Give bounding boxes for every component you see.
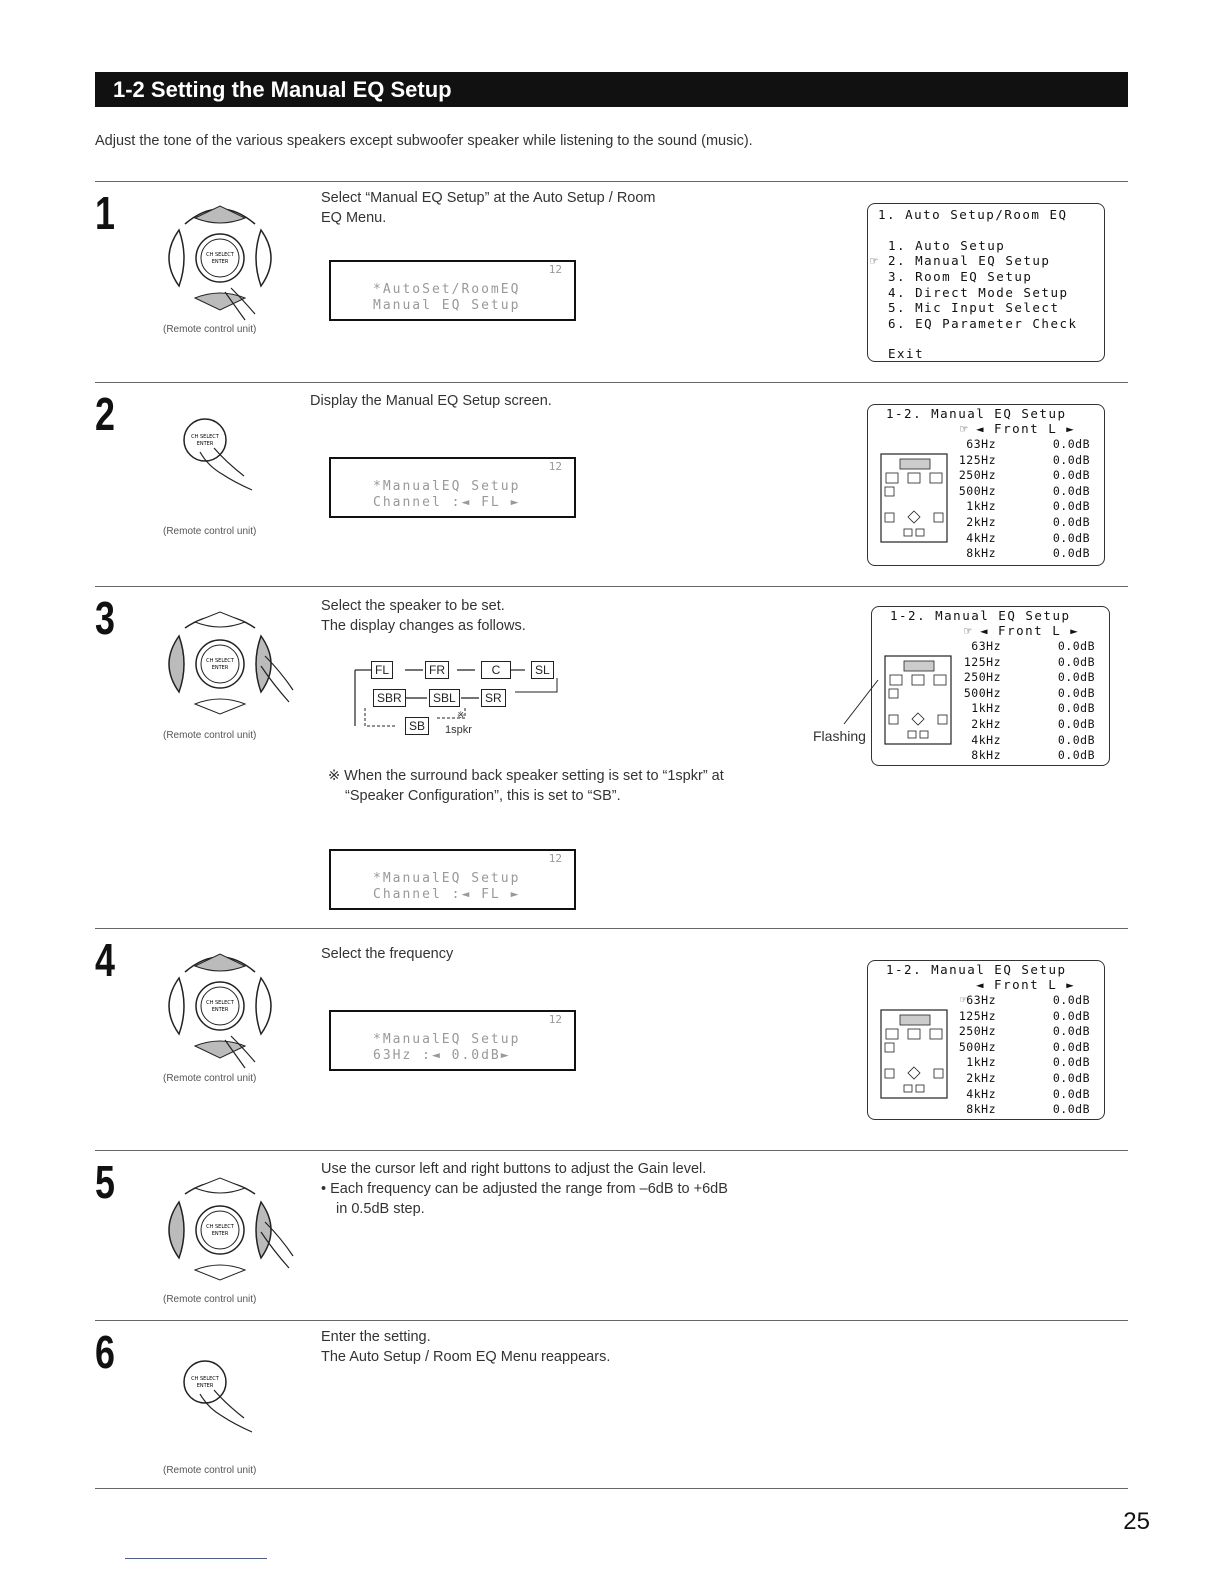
eq-frequency: 500Hz [963,685,1001,700]
osd-title: 1-2. Manual EQ Setup [886,406,1067,421]
button-label: ENTER [211,1231,229,1237]
step-4-text [321,944,453,964]
footer-line [125,1558,267,1559]
flashing-label: Flashing [813,728,866,744]
display-line-2: Channel :◄ FL ► [373,495,521,510]
text-line: ※ When the surround back speaker setting is set to “1spkr” at [328,768,724,784]
divider [95,928,1128,929]
front-panel-display [329,457,576,518]
eq-gain: 0.0dB [1052,1071,1090,1085]
eq-frequency: 1kHz [966,499,996,514]
eq-gain: 0.0dB [1052,483,1090,498]
eq-gain: 0.0dB [1052,1039,1090,1054]
eq-gain: 0.0dB [1057,639,1095,653]
osd-menu-item: 4. Direct Mode Setup [888,285,1069,300]
eq-frequency: 2kHz [971,717,1001,731]
button-label: CH SELECT [206,1224,234,1230]
channel-c: C [481,661,511,679]
osd-title: 1-2. Manual EQ Setup [886,962,1067,977]
note-mark: ※ [457,710,465,720]
speaker-layout-icon [880,453,950,543]
eq-gain: 0.0dB [1057,748,1095,763]
step-5-text [321,1159,728,1219]
eq-gain: 0.0dB [1052,530,1090,545]
remote-enter-button-icon [178,1360,258,1440]
display-line-2: Manual EQ Setup [373,298,521,313]
osd-channel: ◄ Front L ► [980,623,1080,638]
channel-sbr: SBR [373,689,406,707]
step-number: 5 [95,1156,115,1208]
page-number: 25 [1123,1508,1150,1535]
text-line: Select the speaker to be set. [321,598,505,614]
osd-manual-eq-setup [867,960,1105,1120]
text-line: “Speaker Configuration”, this is set to “SB”. [345,788,621,804]
osd-title: 1-2. Manual EQ Setup [890,608,1071,623]
eq-gain: 0.0dB [1057,670,1095,685]
display-line-2: 63Hz :◄ 0.0dB► [373,1048,511,1063]
remote-label: (Remote control unit) [163,730,257,741]
eq-gain: 0.0dB [1052,515,1090,529]
step-number: 3 [95,592,115,644]
eq-frequency: 63Hz [966,437,996,451]
eq-gain: 0.0dB [1052,546,1090,561]
button-label: ENTER [211,1007,229,1013]
step-3-note [328,766,724,806]
eq-gain: 0.0dB [1057,717,1095,731]
remote-enter-button-icon [178,418,258,498]
button-label: CH SELECT [206,252,234,258]
step-3-text [321,596,526,636]
display-line-2: Channel :◄ FL ► [373,887,521,902]
display-line-1: *ManualEQ Setup [373,871,521,886]
speaker-layout-icon [880,1009,950,1099]
eq-frequency: 4kHz [966,1086,996,1101]
channel-flow-diagram [345,656,585,746]
pointer-hand-icon: ☞ [960,421,970,436]
spkr-label: 1spkr [445,724,472,736]
channel-sl: SL [531,661,554,679]
display-corner-mark: 12 [548,1013,562,1026]
button-label: CH SELECT [191,1376,219,1382]
eq-gain: 0.0dB [1057,685,1095,700]
button-label: CH SELECT [191,434,219,440]
eq-gain: 0.0dB [1057,701,1095,716]
osd-menu-item: 2. Manual EQ Setup [888,253,1051,268]
text-line: The display changes as follows. [321,618,526,634]
display-line-1: *ManualEQ Setup [373,1032,521,1047]
eq-frequency: 500Hz [958,1039,996,1054]
display-line-1: *AutoSet/RoomEQ [373,282,521,297]
intro-text: Adjust the tone of the various speakers except subwoofer speaker while listening to the sound (music). [95,133,753,149]
remote-label: (Remote control unit) [163,1465,257,1476]
step-6-text [321,1327,610,1367]
text-line: Use the cursor left and right buttons to adjust the Gain level. [321,1161,707,1177]
eq-gain: 0.0dB [1052,437,1090,451]
osd-exit-item: Exit [888,346,925,361]
flashing-pointer-line [840,676,880,726]
button-label: CH SELECT [206,658,234,664]
osd-manual-eq-setup [871,606,1110,766]
text-line: Select the frequency [321,946,454,962]
eq-gain: 0.0dB [1052,1008,1090,1023]
channel-fr: FR [425,661,449,679]
eq-frequency: 125Hz [958,452,996,467]
step-number: 2 [95,388,115,440]
eq-frequency: 500Hz [958,483,996,498]
remote-label: (Remote control unit) [163,526,257,537]
eq-gain: 0.0dB [1052,1055,1090,1070]
osd-channel: ◄ Front L ► [976,977,1076,992]
channel-sb: SB [405,717,429,735]
section-title: 1-2 Setting the Manual EQ Setup [113,77,452,102]
display-corner-mark: 12 [548,852,562,865]
eq-gain: 0.0dB [1052,452,1090,467]
eq-frequency: 250Hz [958,468,996,483]
button-label: ENTER [211,259,229,265]
pointer-hand-icon: ☞ [870,253,880,268]
eq-frequency: 8kHz [966,546,996,561]
eq-frequency: 8kHz [971,748,1001,763]
eq-frequency: 8kHz [966,1102,996,1117]
button-label: CH SELECT [206,1000,234,1006]
osd-auto-setup-menu [867,203,1105,362]
section-header [95,72,1128,107]
eq-frequency: 1kHz [971,701,1001,716]
eq-gain: 0.0dB [1052,993,1090,1007]
step-2-text [310,391,552,411]
eq-frequency: 250Hz [958,1024,996,1039]
eq-frequency: 2kHz [966,1071,996,1085]
eq-frequency: 125Hz [963,654,1001,669]
osd-menu-item: 3. Room EQ Setup [888,269,1033,284]
text-line: Select “Manual EQ Setup” at the Auto Setup / Room [321,190,656,206]
eq-frequency: 1kHz [966,1055,996,1070]
divider [95,1488,1128,1489]
step-number: 1 [95,187,115,239]
front-panel-display [329,849,576,910]
eq-frequency: 125Hz [958,1008,996,1023]
text-line: EQ Menu. [321,210,387,226]
front-panel-display [329,1010,576,1071]
eq-frequency: 63Hz [966,993,996,1007]
remote-cursor-pad-icon [165,1172,295,1287]
eq-gain: 0.0dB [1052,1102,1090,1117]
divider [95,181,1128,182]
divider [95,382,1128,383]
divider [95,1320,1128,1321]
button-label: ENTER [196,1383,214,1389]
step-number: 6 [95,1326,115,1378]
text-line: in 0.5dB step. [336,1201,425,1217]
remote-cursor-pad-icon [165,944,275,1074]
channel-sbl: SBL [429,689,460,707]
speaker-layout-icon [884,655,954,745]
eq-gain: 0.0dB [1052,499,1090,514]
text-line: The Auto Setup / Room EQ Menu reappears. [321,1349,611,1365]
remote-label: (Remote control unit) [163,1294,257,1305]
front-panel-display [329,260,576,321]
divider [95,1150,1128,1151]
eq-frequency: 2kHz [966,515,996,529]
eq-frequency: 63Hz [971,639,1001,653]
osd-channel: ◄ Front L ► [976,421,1076,436]
eq-frequency: 250Hz [963,670,1001,685]
eq-frequency: 4kHz [966,530,996,545]
step-1-text [321,188,656,228]
osd-manual-eq-setup [867,404,1105,566]
eq-frequency: 4kHz [971,732,1001,747]
eq-gain: 0.0dB [1052,1086,1090,1101]
text-line: • Each frequency can be adjusted the range from –6dB to +6dB [321,1181,728,1197]
channel-sr: SR [481,689,506,707]
pointer-hand-icon: ☞ [960,993,969,1006]
eq-gain: 0.0dB [1052,468,1090,483]
remote-cursor-pad-icon [165,196,275,326]
step-number: 4 [95,934,115,986]
channel-fl: FL [371,661,393,679]
osd-menu-item: 5. Mic Input Select [888,300,1060,315]
pointer-hand-icon: ☞ [964,623,974,638]
display-line-1: *ManualEQ Setup [373,479,521,494]
button-label: ENTER [211,665,229,671]
divider [95,586,1128,587]
remote-label: (Remote control unit) [163,324,257,335]
button-label: ENTER [196,441,214,447]
display-corner-mark: 12 [548,460,562,473]
display-corner-mark: 12 [548,263,562,276]
remote-label: (Remote control unit) [163,1073,257,1084]
text-line: Display the Manual EQ Setup screen. [310,393,552,409]
eq-gain: 0.0dB [1057,654,1095,669]
osd-menu-item: 6. EQ Parameter Check [888,316,1078,331]
eq-gain: 0.0dB [1052,1024,1090,1039]
text-line: Enter the setting. [321,1329,431,1345]
remote-cursor-pad-icon [165,606,295,726]
osd-menu-item: 1. Auto Setup [888,238,1006,253]
eq-gain: 0.0dB [1057,732,1095,747]
osd-title: 1. Auto Setup/Room EQ [878,207,1068,222]
